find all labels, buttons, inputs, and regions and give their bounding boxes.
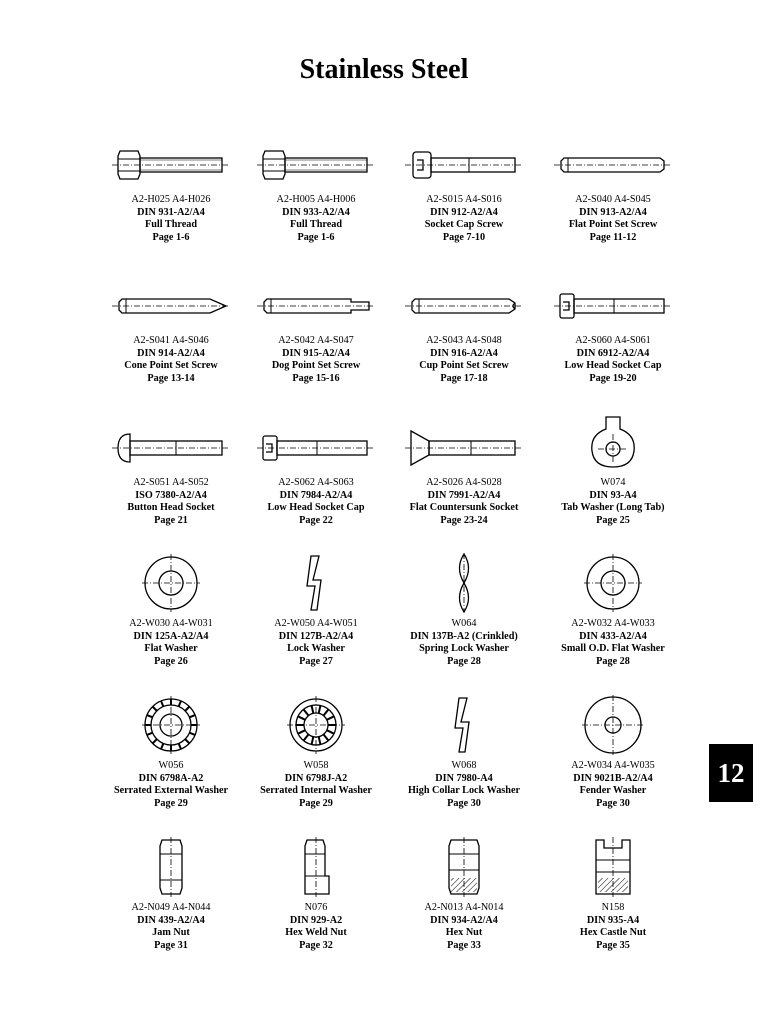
product-item <box>90 840 252 952</box>
product-page-ref: Page 7-10 <box>442 231 486 243</box>
product-page-ref: Page 27 <box>299 655 333 667</box>
product-item <box>90 273 252 385</box>
product-code: W074 <box>600 477 626 488</box>
product-description: Jam Nut <box>152 927 190 939</box>
product-item <box>235 840 397 952</box>
page-title: Stainless Steel <box>299 54 469 85</box>
product-code: A2-S015 A4-S016 <box>426 194 502 205</box>
product-page-ref: Page 15-16 <box>292 372 340 384</box>
product-code: A2-N049 A4-N044 <box>131 902 211 913</box>
product-item <box>532 556 694 668</box>
product-description: Hex Castle Nut <box>579 927 647 939</box>
product-item <box>383 840 545 952</box>
product-standard: DIN 929-A2 <box>289 914 343 926</box>
product-page-ref: Page 22 <box>299 514 333 526</box>
product-code: N158 <box>601 902 625 913</box>
product-page-ref: Page 35 <box>596 939 630 951</box>
dog-point-set-screw-icon <box>235 273 397 335</box>
low-head-socket-cap-icon <box>532 273 694 335</box>
product-item <box>532 415 694 527</box>
product-code: A2-S042 A4-S047 <box>278 335 354 346</box>
product-standard: DIN 127B-A2/A4 <box>278 630 354 642</box>
hex-weld-nut-icon <box>235 840 397 902</box>
product-description: Full Thread <box>290 219 342 231</box>
product-page-ref: Page 26 <box>154 655 188 667</box>
product-page-ref: Page 25 <box>596 514 630 526</box>
product-page-ref: Page 1-6 <box>297 231 335 243</box>
product-description: Hex Nut <box>445 927 483 939</box>
product-item <box>383 273 545 385</box>
product-code: W056 <box>158 760 184 771</box>
lock-washer-icon <box>235 556 397 618</box>
product-description: Cup Point Set Screw <box>419 360 509 372</box>
product-page-ref: Page 19-20 <box>589 372 637 384</box>
fender-washer-icon <box>532 698 694 760</box>
product-standard: DIN 6912-A2/A4 <box>576 347 650 359</box>
crinkled-spring-washer-icon <box>383 556 545 618</box>
product-description: Serrated External Washer <box>113 785 229 797</box>
product-item <box>90 132 252 244</box>
lock-washer-icon <box>383 698 545 760</box>
product-code: W068 <box>451 760 477 771</box>
product-code: W058 <box>303 760 329 771</box>
product-item <box>235 698 397 810</box>
product-code: A2-S062 A4-S063 <box>278 477 354 488</box>
product-item <box>383 556 545 668</box>
product-description: Fender Washer <box>579 785 647 797</box>
hex-bolt-full-thread-icon <box>235 132 397 194</box>
product-standard: DIN 916-A2/A4 <box>430 347 498 359</box>
product-item <box>90 698 252 810</box>
hex-nut-icon <box>383 840 545 902</box>
product-standard: DIN 934-A2/A4 <box>430 914 498 926</box>
product-page-ref: Page 28 <box>447 655 481 667</box>
product-description: Full Thread <box>145 219 197 231</box>
product-standard: DIN 9021B-A2/A4 <box>573 772 653 784</box>
product-item <box>90 415 252 527</box>
low-head-socket-cap-icon <box>235 415 397 477</box>
product-item <box>532 698 694 810</box>
product-description: Small O.D. Flat Washer <box>561 643 665 655</box>
product-code: A2-W032 A4-W033 <box>571 618 655 629</box>
product-page-ref: Page 23-24 <box>440 514 488 526</box>
product-standard: DIN 7991-A2/A4 <box>427 489 501 501</box>
serrated-external-washer-icon <box>90 698 252 760</box>
product-page-ref: Page 13-14 <box>147 372 195 384</box>
product-description: Flat Countersunk Socket <box>409 502 519 514</box>
product-item <box>383 698 545 810</box>
product-item <box>235 132 397 244</box>
product-page-ref: Page 29 <box>154 797 188 809</box>
product-page-ref: Page 30 <box>596 797 630 809</box>
product-standard: DIN 137B-A2 (Crinkled) <box>410 630 518 642</box>
product-standard: DIN 914-A2/A4 <box>137 347 205 359</box>
product-description: High Collar Lock Washer <box>408 785 520 797</box>
product-item <box>235 273 397 385</box>
product-code: A2-H005 A4-H006 <box>276 194 356 205</box>
product-item <box>383 415 545 527</box>
product-description: Dog Point Set Screw <box>271 360 361 372</box>
product-code: A2-S051 A4-S052 <box>133 477 209 488</box>
product-standard: DIN 912-A2/A4 <box>430 206 498 218</box>
flat-washer-icon <box>532 556 694 618</box>
product-item <box>383 132 545 244</box>
product-page-ref: Page 1-6 <box>152 231 190 243</box>
cone-point-set-screw-icon <box>90 273 252 335</box>
product-code: A2-S026 A4-S028 <box>426 477 502 488</box>
product-page-ref: Page 28 <box>596 655 630 667</box>
socket-cap-screw-icon <box>383 132 545 194</box>
product-page-ref: Page 33 <box>447 939 481 951</box>
product-description: Cone Point Set Screw <box>124 360 218 372</box>
product-page-ref: Page 29 <box>299 797 333 809</box>
product-description: Lock Washer <box>287 643 345 655</box>
product-standard: DIN 935-A4 <box>586 914 640 926</box>
product-standard: DIN 915-A2/A4 <box>282 347 350 359</box>
product-standard: ISO 7380-A2/A4 <box>135 489 207 501</box>
product-standard: DIN 933-A2/A4 <box>282 206 350 218</box>
product-item <box>532 273 694 385</box>
product-standard: DIN 6798A-A2 <box>138 772 204 784</box>
product-code: A2-W050 A4-W051 <box>274 618 358 629</box>
product-page-ref: Page 31 <box>154 939 188 951</box>
product-description: Flat Washer <box>144 643 198 655</box>
tab-washer-icon <box>532 415 694 477</box>
product-page-ref: Page 11-12 <box>589 231 637 243</box>
serrated-internal-washer-icon <box>235 698 397 760</box>
product-item <box>235 415 397 527</box>
product-code: N076 <box>304 902 328 913</box>
product-standard: DIN 913-A2/A4 <box>579 206 647 218</box>
product-standard: DIN 6798J-A2 <box>284 772 348 784</box>
product-item <box>235 556 397 668</box>
product-code: A2-W030 A4-W031 <box>129 618 213 629</box>
section-tab: 12 <box>709 744 753 802</box>
product-description: Spring Lock Washer <box>419 643 509 655</box>
cup-point-set-screw-icon <box>383 273 545 335</box>
product-code: A2-S041 A4-S046 <box>133 335 209 346</box>
product-code: A2-N013 A4-N014 <box>424 902 504 913</box>
button-head-socket-icon <box>90 415 252 477</box>
product-page-ref: Page 30 <box>447 797 481 809</box>
product-code: A2-S060 A4-S061 <box>575 335 651 346</box>
product-code: W064 <box>451 618 477 629</box>
jam-nut-icon <box>90 840 252 902</box>
product-description: Low Head Socket Cap <box>564 360 662 372</box>
product-description: Button Head Socket <box>127 502 215 514</box>
product-item <box>532 840 694 952</box>
product-description: Flat Point Set Screw <box>568 219 658 231</box>
product-standard: DIN 125A-A2/A4 <box>133 630 209 642</box>
product-item <box>90 556 252 668</box>
product-description: Socket Cap Screw <box>424 219 504 231</box>
product-standard: DIN 93-A4 <box>589 489 637 501</box>
flat-point-set-screw-icon <box>532 132 694 194</box>
product-description: Hex Weld Nut <box>285 927 347 939</box>
product-standard: DIN 7984-A2/A4 <box>279 489 353 501</box>
hex-castle-nut-icon <box>532 840 694 902</box>
product-code: A2-H025 A4-H026 <box>131 194 211 205</box>
product-page-ref: Page 21 <box>154 514 188 526</box>
product-code: A2-W034 A4-W035 <box>571 760 655 771</box>
product-page-ref: Page 32 <box>299 939 333 951</box>
flat-washer-icon <box>90 556 252 618</box>
product-standard: DIN 7980-A4 <box>435 772 493 784</box>
product-description: Tab Washer (Long Tab) <box>561 502 665 514</box>
product-standard: DIN 439-A2/A4 <box>137 914 205 926</box>
product-code: A2-S043 A4-S048 <box>426 335 502 346</box>
product-standard: DIN 931-A2/A4 <box>137 206 205 218</box>
hex-bolt-full-thread-icon <box>90 132 252 194</box>
product-description: Low Head Socket Cap <box>267 502 365 514</box>
flat-countersunk-socket-icon <box>383 415 545 477</box>
product-item <box>532 132 694 244</box>
product-code: A2-S040 A4-S045 <box>575 194 651 205</box>
product-standard: DIN 433-A2/A4 <box>579 630 647 642</box>
product-description: Serrated Internal Washer <box>260 785 372 797</box>
product-page-ref: Page 17-18 <box>440 372 488 384</box>
